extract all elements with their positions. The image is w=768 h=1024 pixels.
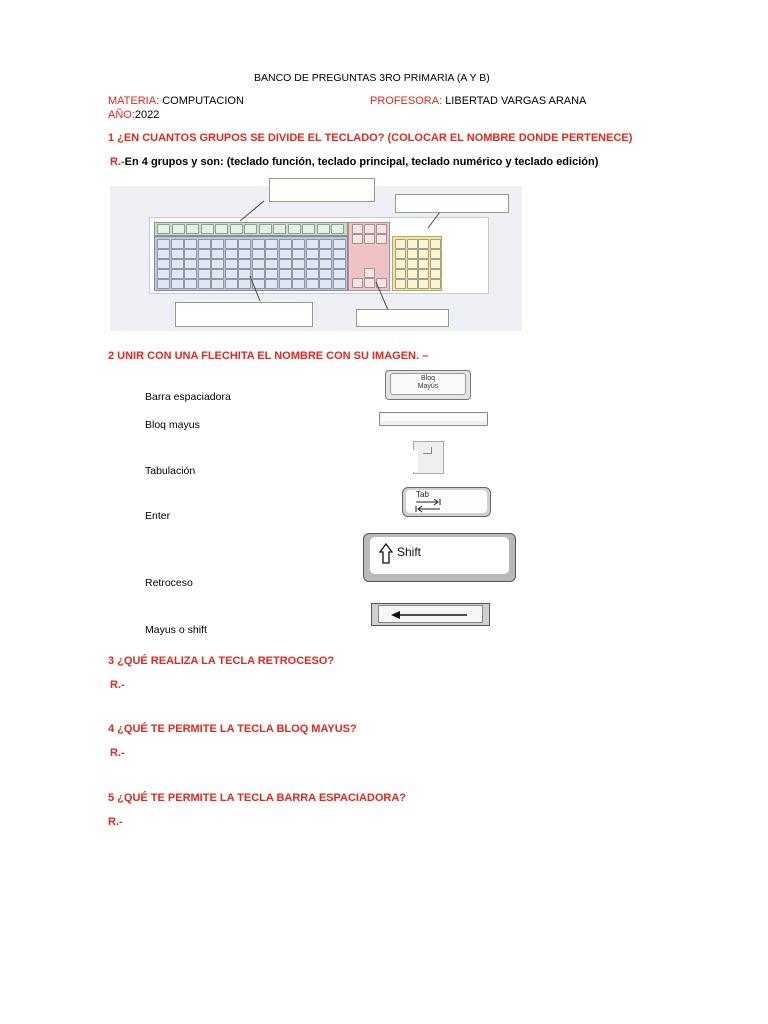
profesora-value: LIBERTAD VARGAS ARANA xyxy=(445,95,587,107)
materia-value: COMPUTACION xyxy=(162,95,244,107)
backspace-arrow-icon xyxy=(391,609,471,621)
question-2: 2 UNIR CON UNA FLECHITA EL NOMBRE CON SU IMAGEN. – xyxy=(108,350,429,362)
enter-key-image xyxy=(410,441,444,472)
shift-key-label: Shift xyxy=(397,545,422,559)
tab-key-label: Tab xyxy=(416,490,429,499)
bloq-mayus-key-image xyxy=(385,370,471,400)
bloq-key-label-bottom: Mayús xyxy=(417,383,439,390)
answer-1 xyxy=(110,156,598,168)
label-box-numeric[interactable] xyxy=(395,194,509,213)
materia-label: MATERIA: xyxy=(108,95,160,107)
anio-line xyxy=(108,109,159,121)
document-title: BANCO DE PREGUNTAS 3RO PRIMARIA (A Y B) xyxy=(254,72,490,84)
label-box-edit[interactable] xyxy=(356,309,449,327)
name-barra-espaciadora: Barra espaciadora xyxy=(145,391,231,403)
backspace-key-image xyxy=(371,603,490,626)
question-5: 5 ¿QUÉ TE PERMITE LA TECLA BARRA ESPACIADORA? xyxy=(108,792,407,804)
shift-arrow-icon xyxy=(379,543,393,565)
anio-value: 2022 xyxy=(134,109,160,121)
question-4: 4 ¿QUÉ TE PERMITE LA TECLA BLOQ MAYUS? xyxy=(108,723,357,735)
question-3: 3 ¿QUÉ REALIZA LA TECLA RETROCESO? xyxy=(108,655,335,667)
name-mayus-shift: Mayus o shift xyxy=(145,624,207,636)
question-1: 1 ¿EN CUANTOS GRUPOS SE DIVIDE EL TECLADO? (COLOCAR EL NOMBRE DONDE PERTENECE) xyxy=(108,132,633,144)
tab-arrows-icon xyxy=(414,499,444,513)
bloq-key-label-top: Bloq xyxy=(420,375,435,382)
profesora-line xyxy=(370,95,586,107)
answer-5-prefix: R.- xyxy=(108,816,123,828)
profesora-label: PROFESORA: xyxy=(370,95,443,107)
materia-line xyxy=(108,95,244,107)
shift-key-image xyxy=(363,533,516,582)
answer-1-text: En 4 grupos y son: (teclado función, teclado principal, teclado numérico y teclado edición) xyxy=(124,156,599,168)
name-bloq-mayus: Bloq mayus xyxy=(145,419,200,431)
keyboard-diagram xyxy=(110,186,522,331)
tab-key-image xyxy=(402,487,491,517)
name-enter: Enter xyxy=(145,510,171,522)
name-tabulacion: Tabulación xyxy=(145,465,196,477)
answer-3-prefix: R.- xyxy=(110,679,125,691)
space-bar-key-image xyxy=(379,412,488,426)
label-box-function[interactable] xyxy=(269,178,375,202)
label-box-main[interactable] xyxy=(175,302,313,327)
anio-label: AÑO: xyxy=(108,109,135,121)
answer-1-prefix: R.- xyxy=(110,156,125,168)
name-retroceso: Retroceso xyxy=(145,577,193,589)
answer-4-prefix: R.- xyxy=(110,747,125,759)
